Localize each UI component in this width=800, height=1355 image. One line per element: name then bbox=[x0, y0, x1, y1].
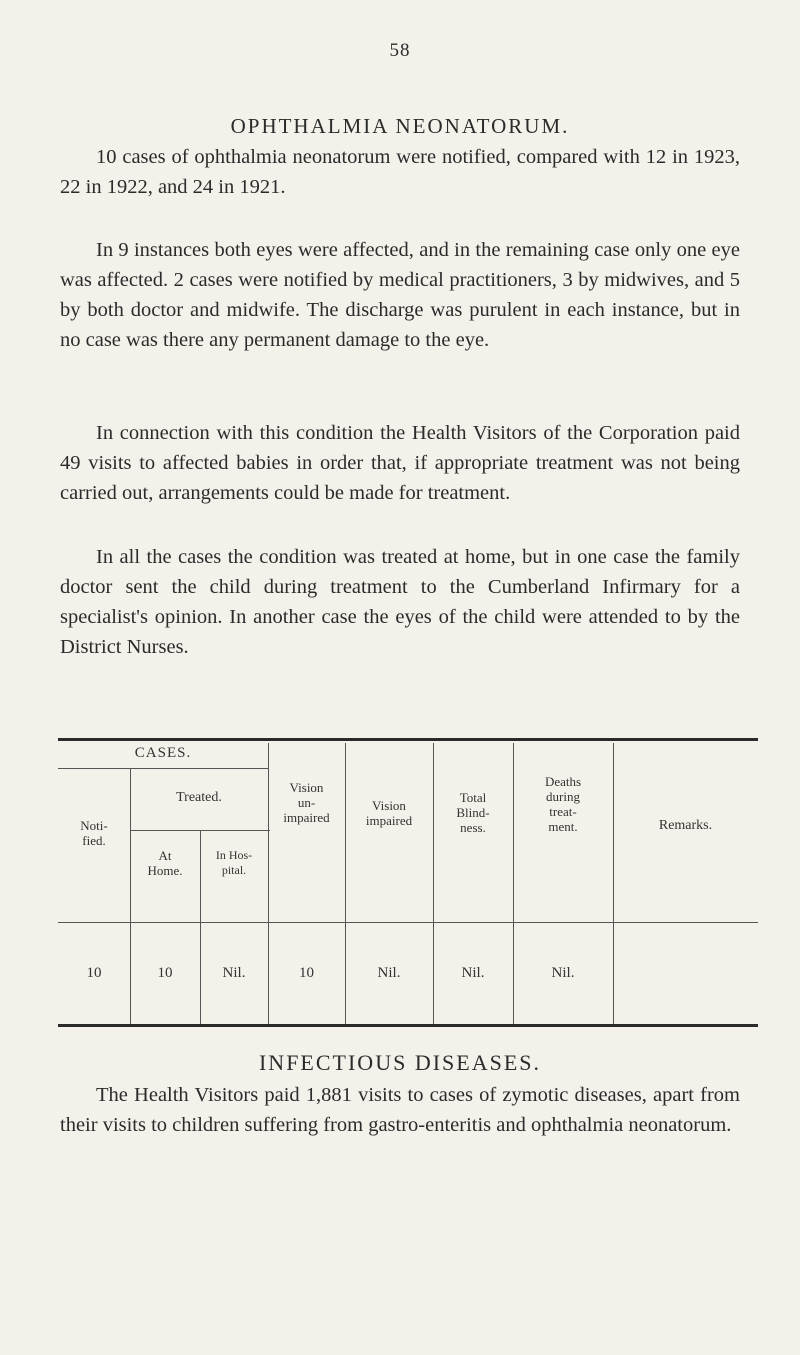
ophthalmia-cases-table bbox=[58, 738, 758, 1028]
col-divider bbox=[345, 743, 346, 1024]
header-cases: CASES. bbox=[134, 745, 192, 761]
table-header-divider bbox=[58, 922, 758, 923]
header-total-blindness: Total Blind- ness. bbox=[456, 790, 490, 835]
section-title-infectious-diseases: INFECTIOUS DISEASES. bbox=[258, 1050, 542, 1075]
section-title-ophthalmia: OPHTHALMIA NEONATORUM. bbox=[230, 114, 570, 138]
table-bottom-rule bbox=[58, 1024, 758, 1027]
cell-at-home: 10 bbox=[157, 965, 173, 981]
header-vision-impaired: Vision impaired bbox=[365, 798, 413, 828]
header-treated: Treated. bbox=[176, 790, 222, 805]
header-remarks: Remarks. bbox=[658, 818, 713, 833]
cell-in-hospital: Nil. bbox=[222, 965, 246, 981]
cell-total-blindness: Nil. bbox=[461, 965, 485, 981]
cell-vision-impaired: Nil. bbox=[377, 965, 401, 981]
paragraph-infectious-visits: The Health Visitors paid 1,881 visits to cases of zymotic diseases, apart from their visits to children suffering from gastro-enteritis and ophthalmia neonatorum. bbox=[60, 1084, 740, 1136]
header-in-hospital: In Hos- pital. bbox=[215, 848, 253, 877]
paragraph-health-visitors: In connection with this condition the Health Visitors of the Corporation paid 49 visits to affected babies in order that, if appropriate treatment was not being carried out, arrangements could be made for treatment. bbox=[60, 422, 740, 504]
paragraph-eyes-affected: In 9 instances both eyes were affected, and in the remaining case only one eye was affected. 2 cases were notified by medical practitioners, 3 by midwives, and 5 by both doctor and midwife. The discharge was purulent in each instance, but in no case was there any permanent damage to the eye. bbox=[60, 239, 740, 351]
header-at-home: At Home. bbox=[147, 848, 183, 878]
table-top-rule bbox=[58, 738, 758, 741]
paragraph-treatment-at-home: In all the cases the condition was treated at home, but in one case the family doctor sent the child during treatment to the Cumberland Infirmary for a specialist's opinion. In another case the eyes of the child were attended to by the District Nurses. bbox=[60, 546, 740, 658]
cell-deaths: Nil. bbox=[551, 965, 575, 981]
cases-underline bbox=[58, 768, 268, 769]
cell-notified: 10 bbox=[86, 965, 102, 981]
col-divider bbox=[130, 768, 131, 1024]
header-deaths: Deaths during treat- ment. bbox=[544, 774, 582, 834]
header-notified: Noti- fied. bbox=[80, 818, 108, 848]
col-divider bbox=[433, 743, 434, 1024]
paragraph-cases-notified: 10 cases of ophthalmia neonatorum were notified, compared with 12 in 1923, 22 in 1922, and 24 in 1921. bbox=[60, 146, 740, 198]
page-number: 58 bbox=[389, 40, 411, 61]
cell-vision-unimpaired: 10 bbox=[299, 965, 314, 981]
col-divider bbox=[613, 743, 614, 1024]
header-vision-unimpaired: Vision un- impaired bbox=[283, 780, 330, 825]
